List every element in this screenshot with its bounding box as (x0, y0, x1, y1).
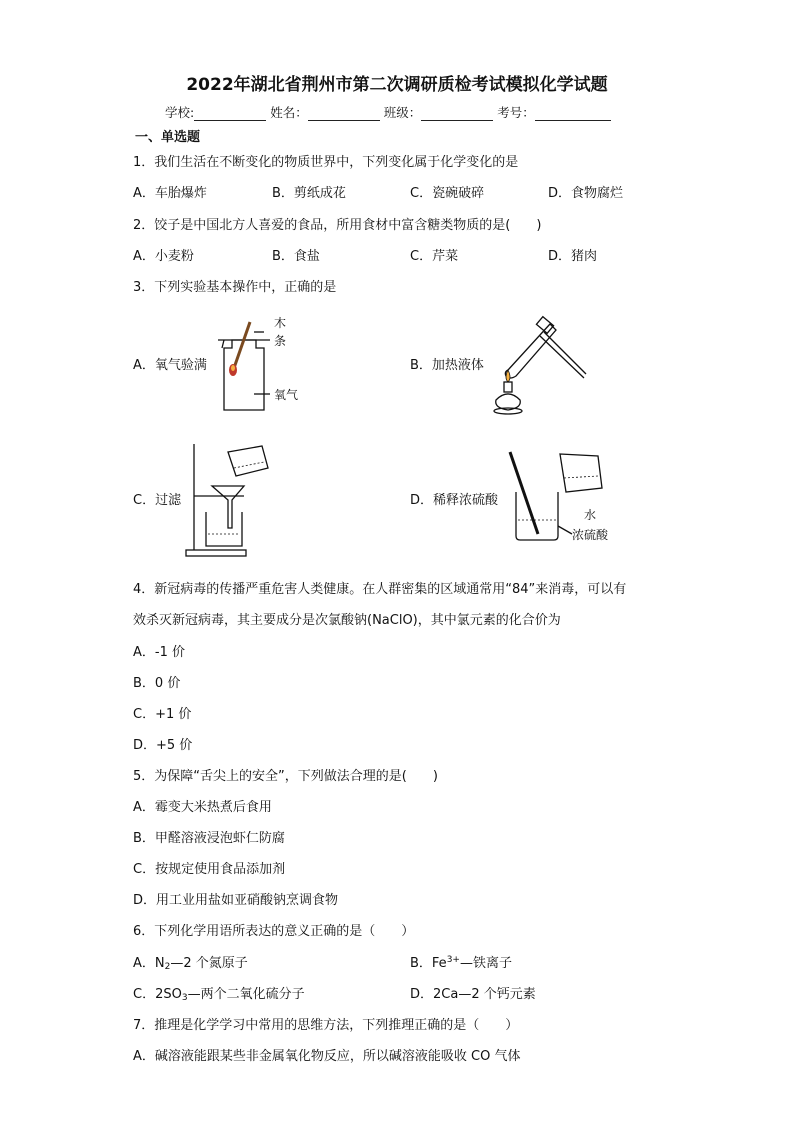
q6-b-suffix: —铁离子 (459, 956, 512, 971)
q6-stem: 6．下列化学用语所表达的意义正确的是（ ） (133, 924, 415, 939)
q1-option-d[interactable]: D．食物腐烂 (548, 186, 624, 201)
q3-option-a[interactable]: A．氧气验满 (133, 358, 207, 373)
fig-a-gas-label: 氧气 (274, 388, 299, 402)
class-label: 班级： (383, 105, 422, 120)
q2-stem: 2．饺子是中国北方人喜爱的食品，所用食材中富含糖类物质的是( ) (133, 218, 542, 233)
q6-a-subscript: 2 (164, 962, 171, 972)
beaker-bottom (206, 512, 242, 546)
q7-option-a[interactable]: A．碱溶液能跟某些非金属氧化物反应，所以碱溶液能吸收 CO 气体 (133, 1049, 521, 1064)
q6-option-d[interactable]: D．2Ca—2 个钙元素 (410, 987, 536, 1002)
wooden-stick (229, 322, 250, 376)
page-title: 2022年湖北省荆州市第二次调研质检考试模拟化学试题 (186, 75, 608, 95)
q6-c-prefix: C．2SO (133, 987, 182, 1002)
q2-option-d[interactable]: D．猪肉 (548, 249, 598, 264)
q6-option-b[interactable] (410, 952, 512, 971)
figure-oxygen-test (214, 312, 314, 416)
figure-heating-liquid (488, 312, 592, 416)
q6-option-c[interactable] (133, 983, 305, 1003)
iron-stand (186, 444, 246, 556)
name-blank[interactable] (308, 106, 380, 121)
fig-d-water-label: 水 (584, 508, 597, 522)
q4-option-c[interactable]: C．+1 价 (133, 707, 192, 722)
beaker-water (560, 454, 602, 492)
q5-option-a[interactable]: A．霉变大米热煮后食用 (133, 800, 272, 815)
test-tube-holder (536, 317, 586, 378)
q1-option-a[interactable]: A．车胎爆炸 (133, 186, 207, 201)
glass-rod (510, 452, 538, 534)
q6-option-a[interactable] (133, 952, 248, 972)
q5-option-b[interactable]: B．甲醛溶液浸泡虾仁防腐 (133, 831, 285, 846)
gas-bottle (218, 340, 270, 410)
fig-d-acid-label: 浓硫酸 (572, 528, 609, 542)
name-label: 姓名： (270, 105, 308, 120)
q1-stem: 1．我们生活在不断变化的物质世界中，下列变化属于化学变化的是 (133, 155, 519, 170)
school-label: 学校: (165, 105, 195, 120)
q4-stem-line-2: 效杀灭新冠病毒，其主要成分是次氯酸钠(NaClO)，其中氯元素的化合价为 (133, 613, 561, 628)
q4-stem-line-1: 4．新冠病毒的传播严重危害人类健康。在人群密集的区域通常用“84”来消毒，可以有 (133, 582, 627, 597)
fig-a-stick-label-2: 条 (274, 334, 287, 348)
beaker-pouring (228, 446, 268, 476)
q3-stem: 3．下列实验基本操作中，正确的是 (133, 280, 337, 295)
student-info-line (165, 103, 611, 121)
q2-option-b[interactable]: B．食盐 (272, 249, 320, 264)
q5-stem: 5．为保障“舌尖上的安全”，下列做法合理的是( ) (133, 769, 438, 784)
number-blank[interactable] (535, 106, 611, 121)
q6-c-subscript: 3 (181, 993, 188, 1003)
q3-option-b[interactable]: B．加热液体 (410, 358, 484, 373)
q6-a-suffix: —2 个氮原子 (170, 956, 248, 971)
q6-a-prefix: A．N (133, 956, 165, 971)
school-blank[interactable] (194, 106, 266, 121)
q5-option-c[interactable]: C．按规定使用食品添加剂 (133, 862, 286, 877)
q2-option-c[interactable]: C．芹菜 (410, 249, 459, 264)
number-label: 考号： (497, 105, 535, 120)
q5-option-d[interactable]: D．用工业用盐如亚硝酸钠烹调食物 (133, 893, 339, 908)
acid-leader-line (558, 526, 572, 534)
q6-b-superscript: 3+ (446, 955, 460, 965)
section-heading: 一、单选题 (135, 130, 201, 145)
figure-filtration (184, 438, 274, 560)
alcohol-lamp (494, 370, 522, 414)
fig-a-stick-label-1: 木 (274, 316, 287, 330)
q4-option-a[interactable]: A．-1 价 (133, 645, 185, 660)
funnel (212, 486, 244, 528)
q4-option-d[interactable]: D．+5 价 (133, 738, 193, 753)
bottle-neck-left (222, 340, 224, 348)
q6-b-prefix: B．Fe (410, 956, 447, 971)
class-blank[interactable] (421, 106, 493, 121)
q6-c-suffix: —两个二氧化硫分子 (187, 987, 305, 1002)
q7-stem: 7．推理是化学学习中常用的思维方法，下列推理正确的是（ ） (133, 1018, 519, 1033)
q4-option-b[interactable]: B．0 价 (133, 676, 181, 691)
q1-option-c[interactable]: C．瓷碗破碎 (410, 186, 485, 201)
q1-option-b[interactable]: B．剪纸成花 (272, 186, 346, 201)
q3-option-d[interactable]: D．稀释浓硫酸 (410, 493, 499, 508)
q3-option-c[interactable]: C．过滤 (133, 493, 182, 508)
q2-option-a[interactable]: A．小麦粉 (133, 249, 194, 264)
